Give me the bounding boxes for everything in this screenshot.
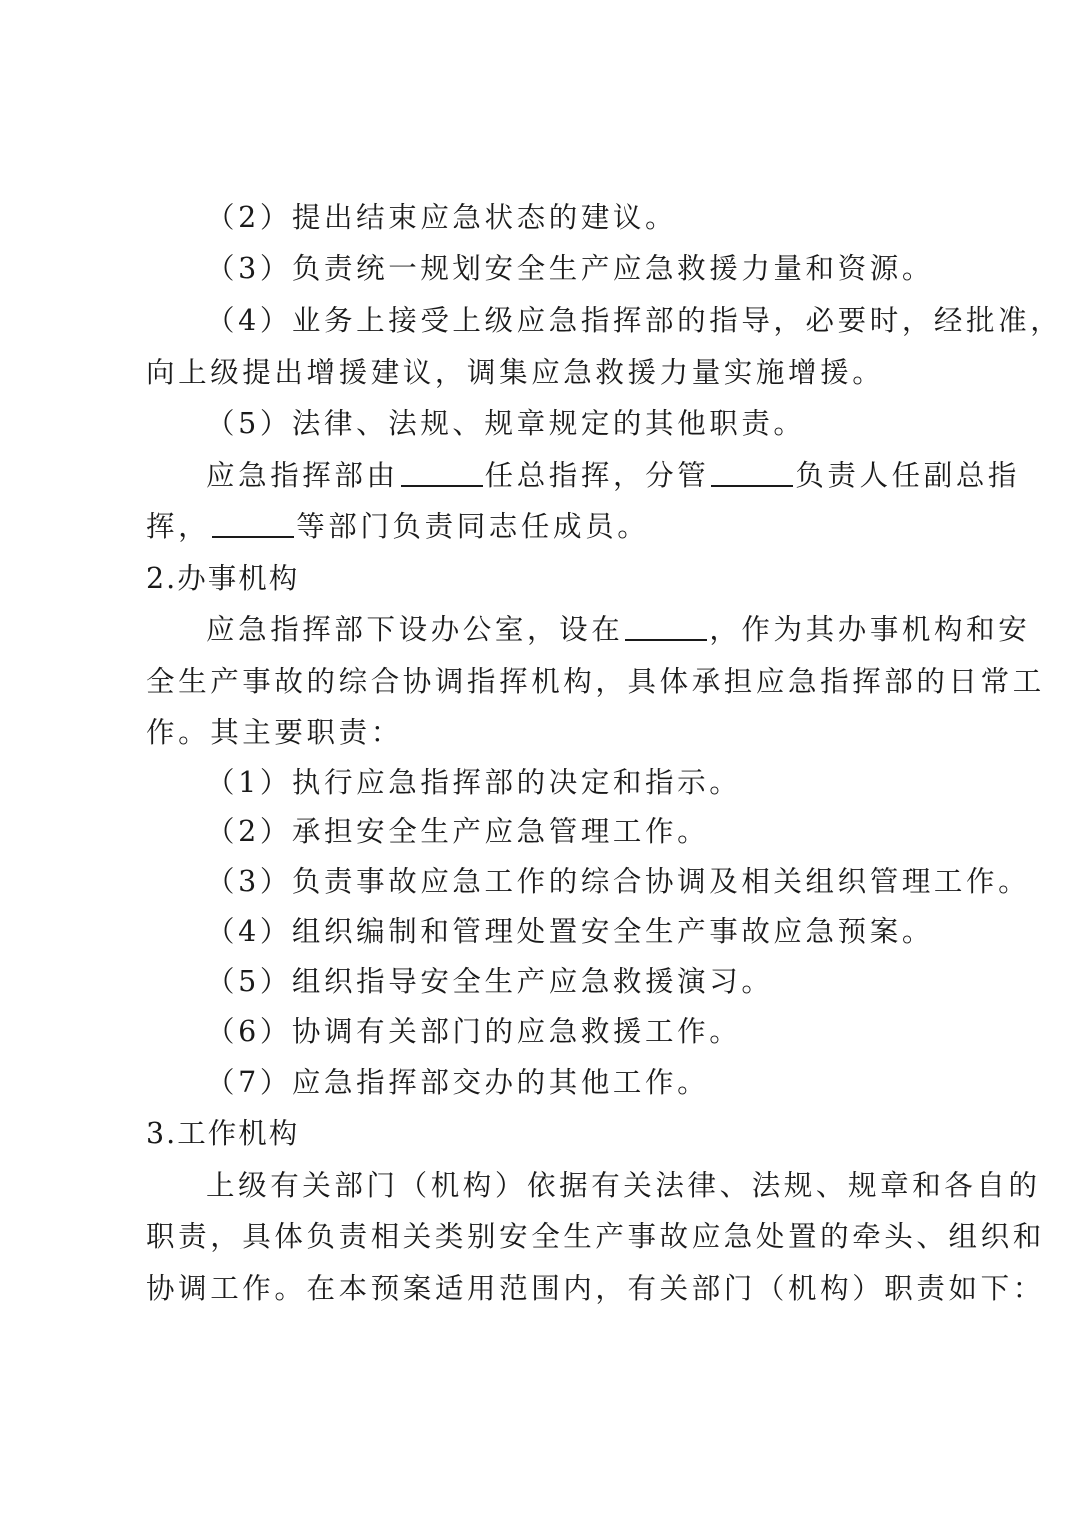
fill-in-blank: [401, 455, 483, 487]
composition-line2: 挥， 等部门负责同志任成员。: [0, 501, 1080, 552]
office-para-line1: 应急指挥部下设办公室，设在 ，作为其办事机构和安: [0, 604, 1080, 655]
work-para-line2: 职责，具体负责相关类别安全生产事故应急处置的牵头、组织和: [146, 1220, 1045, 1253]
fill-in-blank: [625, 609, 707, 641]
office-para-line3: 作。其主要职责：: [146, 716, 403, 749]
duty-item-3: （3）负责统一规划安全生产应急救援力量和资源。: [206, 252, 934, 285]
section-heading-work-agencies: 3.工作机构: [146, 1117, 300, 1150]
composition-line1: 应急指挥部由 任总指挥，分管 负责人任副总指: [0, 450, 1080, 501]
office-para-line2: 全生产事故的综合协调指挥机构，具体承担应急指挥部的日常工: [146, 665, 1045, 698]
duty-item-5: （5）法律、法规、规章规定的其他职责。: [206, 407, 806, 440]
duty-item-4-line1: （4）业务上接受上级应急指挥部的指导，必要时，经批准，: [206, 304, 1063, 337]
office-duty-item: （7）应急指挥部交办的其他工作。: [206, 1066, 710, 1099]
office-duty-item: （1）执行应急指挥部的决定和指示。: [206, 766, 742, 799]
office-duty-item: （6）协调有关部门的应急救援工作。: [206, 1015, 742, 1048]
office-duty-item: （2）承担安全生产应急管理工作。: [206, 815, 710, 848]
fill-in-blank: [212, 506, 294, 538]
office-duty-item: （4）组织编制和管理处置安全生产事故应急预案。: [206, 915, 934, 948]
office-duty-item: （5）组织指导安全生产应急救援演习。: [206, 965, 774, 998]
duty-item-4-line2: 向上级提出增援建议，调集应急救援力量实施增援。: [146, 356, 885, 389]
office-duty-item: （3）负责事故应急工作的综合协调及相关组织管理工作。: [206, 865, 1031, 898]
work-para-line3: 协调工作。在本预案适用范围内，有关部门（机构）职责如下：: [146, 1272, 1045, 1305]
work-para-line1: 上级有关部门（机构）依据有关法律、法规、规章和各自的: [206, 1169, 1041, 1202]
fill-in-blank: [711, 455, 793, 487]
duty-item-2: （2）提出结束应急状态的建议。: [206, 201, 678, 234]
section-heading-office: 2.办事机构: [146, 562, 300, 595]
